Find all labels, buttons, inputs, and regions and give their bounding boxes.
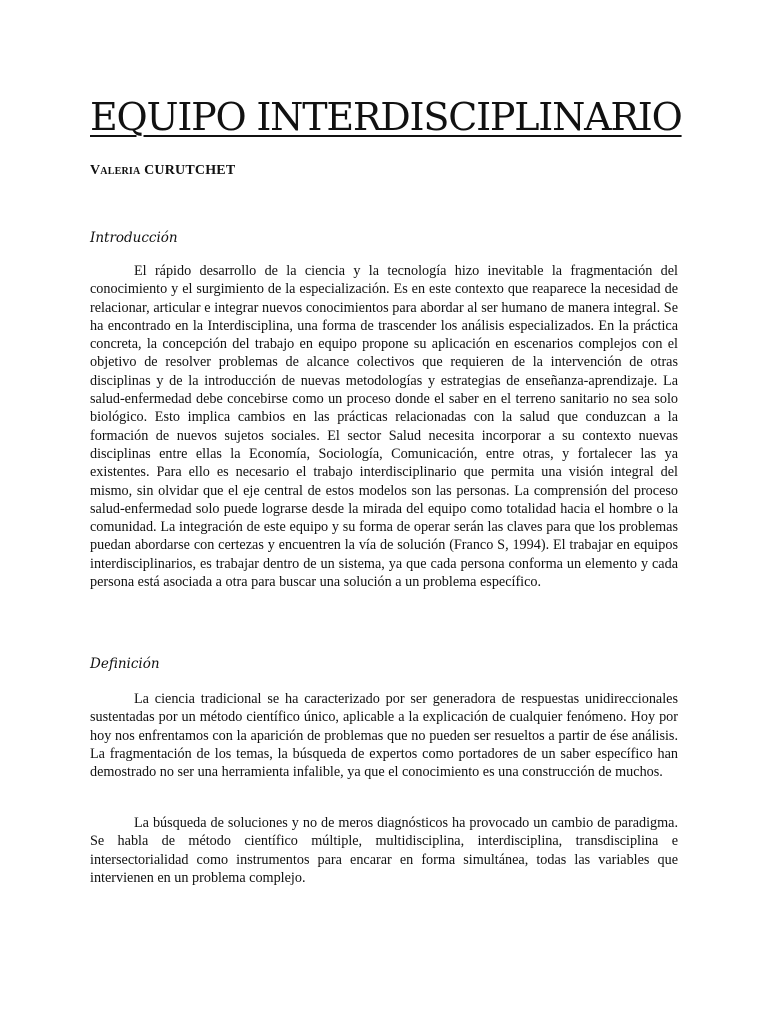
document-title: EQUIPO INTERDISCIPLINARIO bbox=[90, 95, 682, 139]
paragraph-definicion-2: La búsqueda de soluciones y no de meros diagnósticos ha provocado un cambio de paradigma. Se habla de método científico múltiple, multidisciplina, interdisciplina, transdisciplina e intersectorialidad como instrumentos para encarar en forma simultánea, todas las variables que intervienen en un problema complejo. bbox=[90, 815, 678, 886]
paragraph-introduccion: El rápido desarrollo de la ciencia y la tecnología hizo inevitable la fragmentación del conocimiento y el surgimiento de la especialización. Es en este contexto que reaparece la necesidad de relacionar, articular e integrar nuevos conocimientos para abordar al ser humano de manera integral. Se ha encontrado en la Interdisciplina, una forma de trascender los análisis especializados. En la práctica concreta, la concepción del trabajo en equipo propone su aplicación en escenarios complejos con el objetivo de resolver problemas de alcance colectivos que requieren de la intervención de otras disciplinas y de la introducción de nuevas metodologías y estrategias de enseñanza-aprendizaje. La salud-enfermedad debe concebirse como un proceso donde el saber en el terreno sanitario no sea solo biológico. Esto implica cambios en las prácticas relacionadas con la salud que conduzcan a la formación de nuevos sujetos sociales. El sector Salud necesita incorporar a su contexto nuevas disciplinas entre ellas la Economía, Sociología, Comunicación, entre otras, y fortalecer las ya existentes. Para ello es necesario el trabajo interdisciplinario que permita una visión integral del mismo, sin olvidar que el eje central de estos modelos son las personas. La comprensión del proceso salud-enfermedad solo puede lograrse desde la mirada del equipo como totalidad hacia el hombre o la comunidad. La integración de este equipo y su forma de operar serán las claves para que los problemas puedan abordarse con certezas y encuentren la vía de solución (Franco S, 1994). El trabajar en equipos interdisciplinarios, es trabajar dentro de un sistema, ya que cada persona conforma un elemento y cada persona está asociada a otra para buscar una solución a un problema específico. bbox=[90, 263, 678, 591]
author-name: Valeria CURUTCHET bbox=[90, 163, 236, 178]
section-heading-introduccion: Introducción bbox=[90, 230, 178, 246]
section-heading-definicion: Definición bbox=[90, 656, 160, 672]
paragraph-definicion-1: La ciencia tradicional se ha caracterizado por ser generadora de respuestas unidireccionales sustentadas por un método científico único, aplicable a la explicación de cualquier fenómeno. Hoy por hoy nos enfrentamos con la aparición de problemas que no pueden ser resueltos a partir de ése análisis. La fragmentación de los temas, la búsqueda de expertos como portadores de un saber específico han demostrado no ser una herramienta infalible, ya que el conocimiento es una construcción de muchos. bbox=[90, 691, 678, 781]
